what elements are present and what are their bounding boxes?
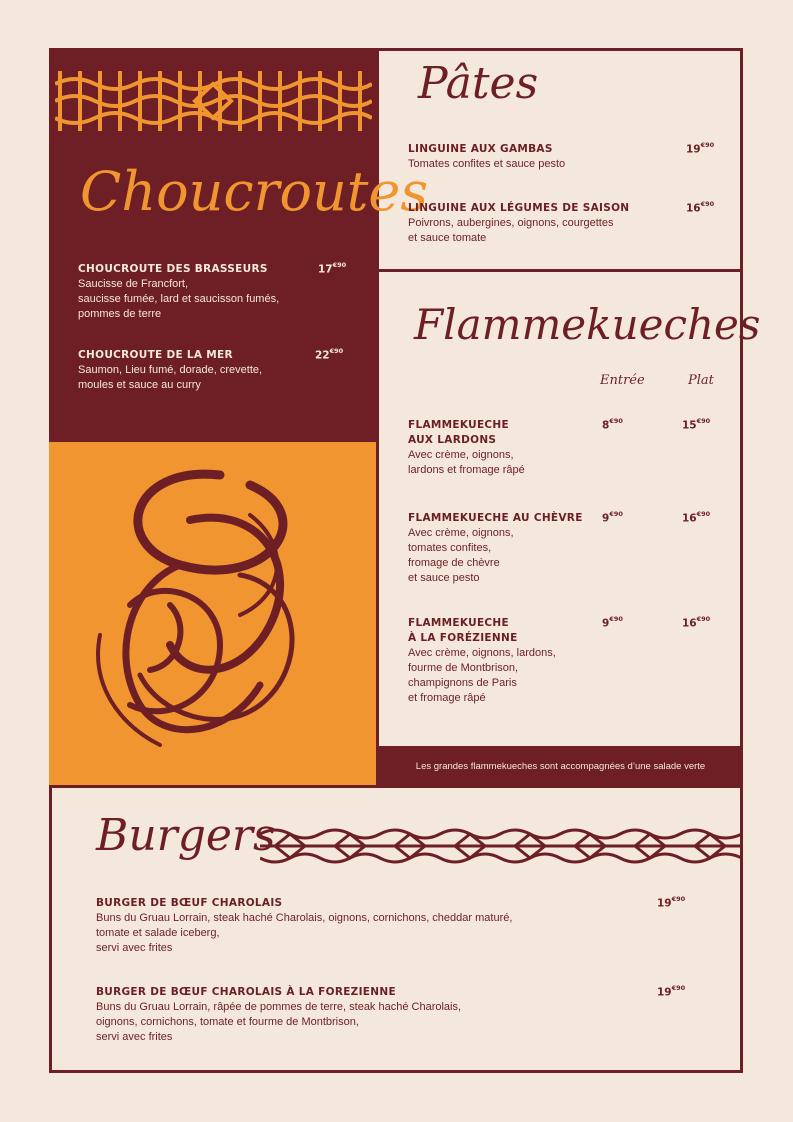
- item-desc-line: et sauce pesto: [408, 572, 480, 584]
- item-price: [686, 142, 714, 156]
- menu-item-burger-charolais-forezienne: [96, 985, 616, 1045]
- item-desc-line: Tomates confites et sauce pesto: [408, 158, 566, 170]
- knot-ornament-top: [55, 66, 372, 136]
- item-name: CHOUCROUTE DES BRASSEURS: [78, 263, 268, 275]
- pates-title: Pâtes: [418, 58, 539, 109]
- divider-pates-flammekueches: [378, 269, 743, 272]
- price-euros: 22: [315, 349, 330, 362]
- price-plat: [682, 616, 710, 630]
- price-euros: 16: [686, 202, 701, 215]
- price-cents: €90: [696, 510, 711, 518]
- menu-item-choucroute-mer: [78, 348, 318, 393]
- item-price: [657, 985, 685, 999]
- price-euros: 16: [682, 617, 697, 630]
- item-price: [686, 201, 714, 215]
- price-euros: 16: [682, 512, 697, 525]
- item-name: LINGUINE AUX LÉGUMES DE SAISON: [408, 202, 630, 214]
- item-name: FLAMMEKUECHE: [408, 419, 509, 431]
- price-euros: 9: [602, 617, 610, 630]
- price-cents: €90: [700, 200, 715, 208]
- price-entree: [602, 616, 623, 630]
- item-desc-line: Buns du Gruau Lorrain, râpée de pommes de terre, steak haché Charolais,: [96, 1001, 462, 1013]
- choucroutes-title: Choucroutes: [80, 160, 429, 223]
- item-desc-line: Avec crème, oignons, lardons,: [408, 647, 556, 659]
- menu-item-linguine-gambas: [408, 142, 668, 172]
- price-cents: €90: [671, 895, 686, 903]
- menu-item-choucroute-brasseurs: [78, 262, 318, 322]
- column-header-entree: Entrée: [600, 373, 645, 388]
- item-desc-line: Poivrons, aubergines, oignons, courgettes: [408, 217, 614, 229]
- item-price: [657, 896, 685, 910]
- price-euros: 19: [686, 143, 701, 156]
- price-euros: 17: [318, 263, 333, 276]
- item-desc-line: Avec crème, oignons,: [408, 449, 514, 461]
- price-euros: 19: [657, 986, 672, 999]
- vertical-divider: [376, 48, 379, 788]
- menu-item-flammekueche-forezienne: [408, 616, 598, 706]
- price-euros: 9: [602, 512, 610, 525]
- price-plat: [682, 418, 710, 432]
- flammekueche-note: Les grandes flammekueches sont accompagnées d’une salade verte: [378, 746, 743, 786]
- price-euros: 8: [602, 419, 610, 432]
- item-desc-line: lardons et fromage râpé: [408, 464, 525, 476]
- menu-item-burger-charolais: [96, 896, 616, 956]
- price-entree: [602, 511, 623, 525]
- knot-ornament-band: [260, 826, 742, 866]
- price-cents: €90: [696, 615, 711, 623]
- item-desc-line: saucisse fumée, lard et saucisson fumés,: [78, 293, 280, 305]
- item-price: [318, 262, 346, 276]
- menu-item-linguine-legumes: [408, 201, 678, 246]
- flammekueches-title: Flammekueches: [414, 300, 761, 349]
- item-desc-line: pommes de terre: [78, 308, 162, 320]
- price-cents: €90: [609, 615, 623, 623]
- item-desc-line: Avec crème, oignons,: [408, 527, 514, 539]
- item-desc-line: champignons de Paris: [408, 677, 517, 689]
- price-cents: €90: [609, 510, 623, 518]
- price-cents: €90: [700, 141, 715, 149]
- price-plat: [682, 511, 710, 525]
- price-euros: 15: [682, 419, 697, 432]
- item-name: BURGER DE BŒUF CHAROLAIS: [96, 897, 283, 909]
- column-header-plat: Plat: [688, 373, 714, 388]
- item-desc-line: fromage de chèvre: [408, 557, 500, 569]
- item-desc-line: fourme de Montbrison,: [408, 662, 519, 674]
- item-desc-line: servi avec frites: [96, 1031, 173, 1043]
- item-name: CHOUCROUTE DE LA MER: [78, 349, 233, 361]
- item-desc-line: Buns du Gruau Lorrain, steak haché Charolais, oignons, cornichons, cheddar maturé,: [96, 912, 513, 924]
- item-name: FLAMMEKUECHE: [408, 617, 509, 629]
- item-desc-line: tomate et salade iceberg,: [96, 927, 220, 939]
- item-desc-line: oignons, cornichons, tomate et fourme de Montbrison,: [96, 1016, 359, 1028]
- item-desc-line: Saucisse de Francfort,: [78, 278, 189, 290]
- burgers-title: Burgers: [96, 810, 276, 861]
- item-desc-line: et sauce tomate: [408, 232, 487, 244]
- item-name: FLAMMEKUECHE AU CHÈVRE: [408, 512, 583, 524]
- item-price: [315, 348, 343, 362]
- price-cents: €90: [329, 347, 344, 355]
- item-desc-line: Saumon, Lieu fumé, dorade, crevette,: [78, 364, 263, 376]
- price-cents: €90: [332, 261, 347, 269]
- item-desc-line: servi avec frites: [96, 942, 173, 954]
- item-desc-line: tomates confites,: [408, 542, 492, 554]
- item-name: LINGUINE AUX GAMBAS: [408, 143, 553, 155]
- price-cents: €90: [671, 984, 686, 992]
- price-cents: €90: [696, 417, 711, 425]
- item-name: BURGER DE BŒUF CHAROLAIS À LA FOREZIENNE: [96, 986, 396, 998]
- price-euros: 19: [657, 897, 672, 910]
- menu-item-flammekueche-chevre: [408, 511, 598, 586]
- menu-item-flammekueche-lardons: [408, 418, 598, 478]
- item-name: AUX LARDONS: [408, 434, 497, 446]
- price-cents: €90: [609, 417, 623, 425]
- price-entree: [602, 418, 623, 432]
- item-desc-line: et fromage râpé: [408, 692, 486, 704]
- item-name: À LA FORÉZIENNE: [408, 632, 518, 644]
- calligraphy-flourish: [70, 455, 360, 775]
- item-desc-line: moules et sauce au curry: [78, 379, 201, 391]
